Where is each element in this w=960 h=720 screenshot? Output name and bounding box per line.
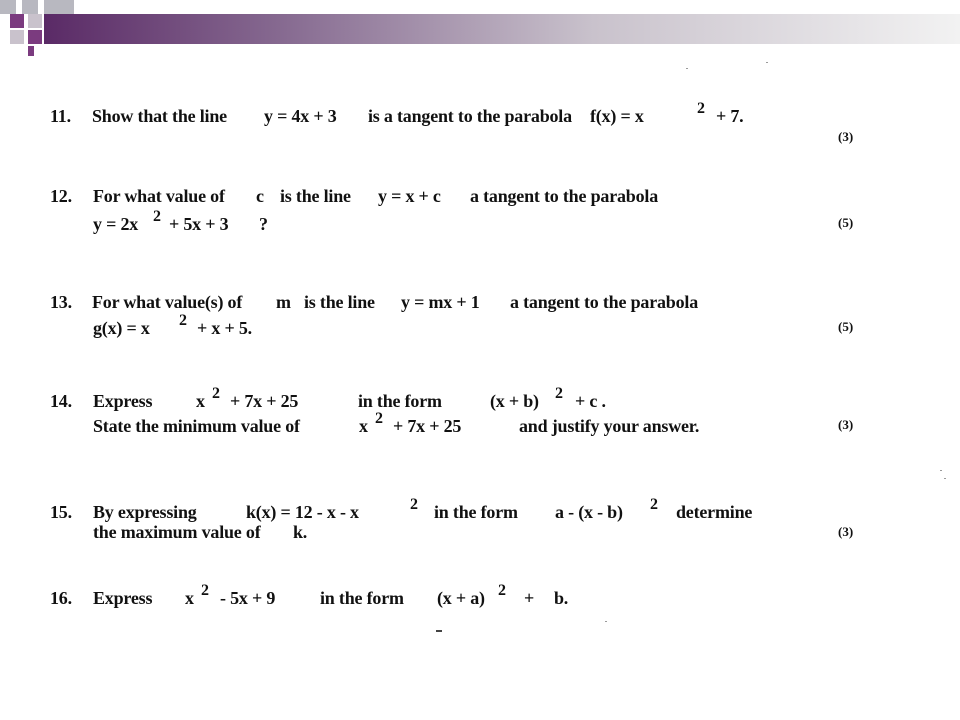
equation: + c . xyxy=(575,391,606,411)
equation: k(x) = 12 - x - x xyxy=(246,502,359,522)
question-text: in the form xyxy=(320,588,404,608)
marks-label: (3) xyxy=(838,524,854,539)
equation: x xyxy=(196,391,205,411)
scan-speck xyxy=(436,630,442,632)
question-text: Show that the line xyxy=(92,106,227,126)
equation: f(x) = x xyxy=(590,106,644,126)
question-text: a tangent to the parabola xyxy=(510,292,698,312)
exponent: 2 xyxy=(201,582,209,599)
deco-square-8 xyxy=(28,46,34,56)
marks-label: (3) xyxy=(838,129,854,144)
scan-speck xyxy=(766,62,768,63)
equation: + 7x + 25 xyxy=(230,391,299,411)
scan-speck xyxy=(944,478,946,479)
exponent: 2 xyxy=(179,312,187,329)
question-text: is the line xyxy=(280,186,351,206)
equation: a - (x - b) xyxy=(555,502,623,522)
deco-square-2 xyxy=(22,0,38,14)
equation: y = x + c xyxy=(378,186,441,206)
question-text: For what value(s) of xyxy=(92,292,243,312)
question-text: By expressing xyxy=(93,502,197,522)
exponent: 2 xyxy=(212,385,220,402)
scan-speck xyxy=(686,68,688,69)
equation: y = mx + 1 xyxy=(401,292,480,312)
exponent: 2 xyxy=(697,100,705,117)
variable: m xyxy=(276,292,291,312)
equation: + 7. xyxy=(716,106,744,126)
marks-label: (5) xyxy=(838,319,854,334)
equation: (x + b) xyxy=(490,391,539,411)
deco-square-7 xyxy=(28,30,42,44)
marks-label: (5) xyxy=(838,215,854,230)
deco-square-4 xyxy=(10,14,24,28)
question-text: ? xyxy=(259,214,268,234)
variable: k. xyxy=(293,522,308,542)
exponent: 2 xyxy=(650,496,658,513)
question-text: determine xyxy=(676,502,753,522)
question-number: 11. xyxy=(50,106,71,126)
equation: y = 4x + 3 xyxy=(264,106,337,126)
deco-square-3 xyxy=(44,0,74,14)
deco-square-6 xyxy=(10,30,24,44)
question-text: and justify your answer. xyxy=(519,416,700,436)
question-number: 12. xyxy=(50,186,72,206)
question-text: Express xyxy=(93,588,153,608)
scan-speck xyxy=(940,470,942,471)
equation: (x + a) xyxy=(437,588,485,608)
question-text: For what value of xyxy=(93,186,225,206)
exponent: 2 xyxy=(375,410,383,427)
variable: c xyxy=(256,186,264,206)
equation: y = 2x xyxy=(93,214,139,234)
question-text: a tangent to the parabola xyxy=(470,186,658,206)
exponent: 2 xyxy=(153,208,161,225)
equation: + xyxy=(524,588,535,608)
question-text: in the form xyxy=(434,502,518,522)
deco-square-5 xyxy=(28,14,42,28)
equation: + 5x + 3 xyxy=(169,214,229,234)
question-text: in the form xyxy=(358,391,442,411)
equation: x xyxy=(185,588,194,608)
question-text: Express xyxy=(93,391,153,411)
equation: - 5x + 9 xyxy=(220,588,276,608)
exponent: 2 xyxy=(498,582,506,599)
scan-speck xyxy=(605,621,607,622)
marks-label: (3) xyxy=(838,417,854,432)
equation: + 7x + 25 xyxy=(393,416,462,436)
deco-square-1 xyxy=(0,0,16,14)
header-gradient-bar xyxy=(44,14,960,44)
question-text: is the line xyxy=(304,292,375,312)
question-text: is a tangent to the parabola xyxy=(368,106,572,126)
equation: g(x) = x xyxy=(93,318,150,338)
question-text: State the minimum value of xyxy=(93,416,300,436)
question-number: 16. xyxy=(50,588,72,608)
question-text: the maximum value of xyxy=(93,522,261,542)
question-number: 13. xyxy=(50,292,72,312)
variable: b. xyxy=(554,588,569,608)
equation: x xyxy=(359,416,368,436)
exponent: 2 xyxy=(555,385,563,402)
equation: + x + 5. xyxy=(197,318,252,338)
exponent: 2 xyxy=(410,496,418,513)
question-number: 14. xyxy=(50,391,72,411)
question-number: 15. xyxy=(50,502,72,522)
